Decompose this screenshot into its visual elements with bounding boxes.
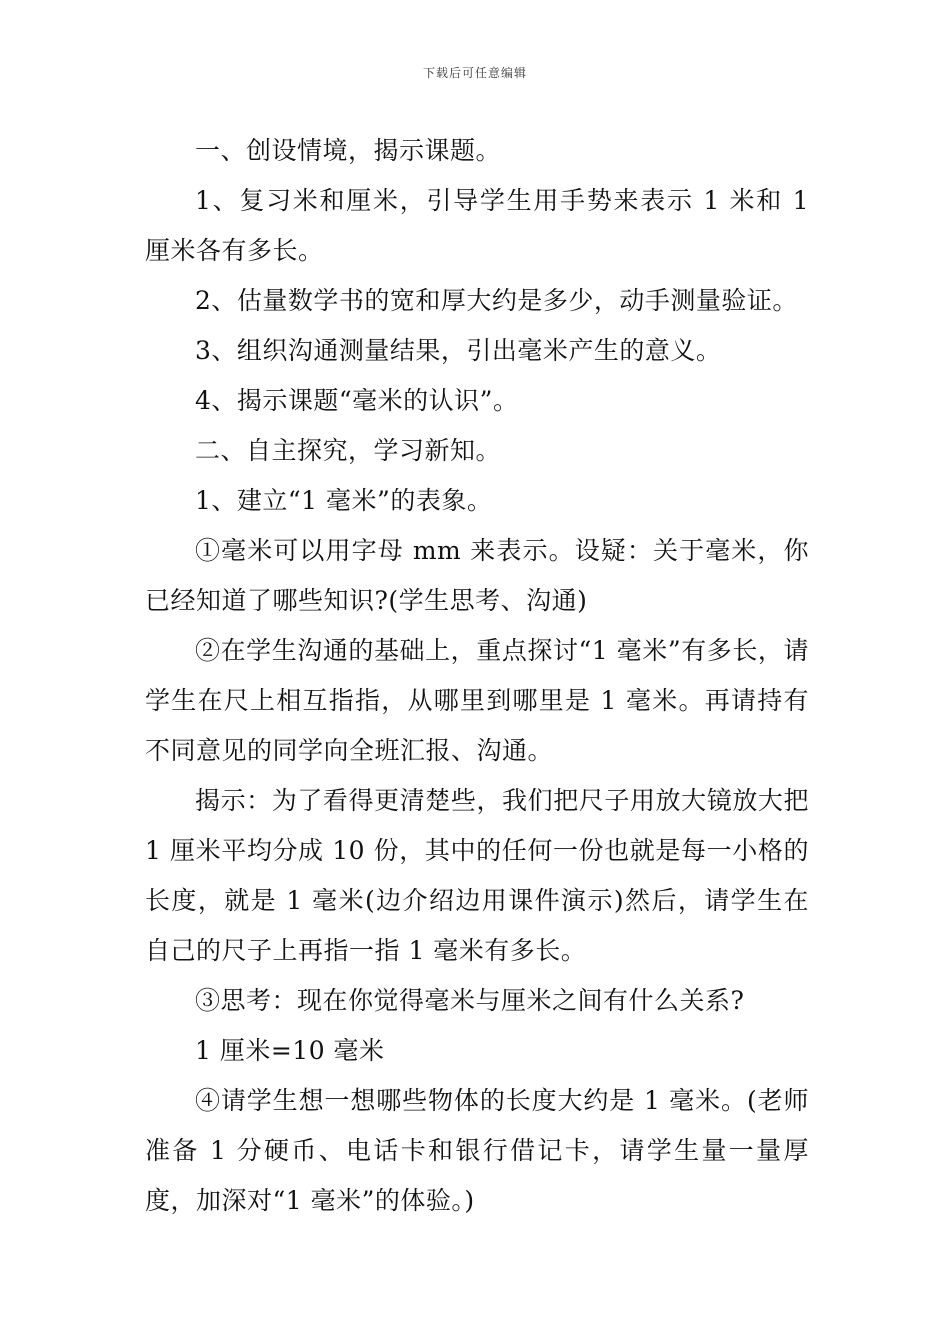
paragraph: 1、建立“1 毫米”的表象。 bbox=[195, 486, 493, 515]
document-body bbox=[145, 126, 809, 1226]
paragraph: 2、估量数学书的宽和厚大约是多少，动手测量验证。 bbox=[195, 286, 798, 315]
paragraph: ②在学生沟通的基础上，重点探讨“1 毫米”有多长，请学生在尺上相互指指，从哪里到哪里是 1 毫米。再请持有不同意见的同学向全班汇报、沟通。 bbox=[145, 636, 809, 765]
equation-line: 1 厘米=10 毫米 bbox=[195, 1036, 385, 1065]
section-heading-2: 二、自主探究，学习新知。 bbox=[195, 436, 502, 465]
paragraph: 4、揭示课题“毫米的认识”。 bbox=[195, 386, 519, 415]
section-heading-1: 一、创设情境，揭示课题。 bbox=[195, 136, 502, 165]
paragraph: ④请学生想一想哪些物体的长度大约是 1 毫米。(老师准备 1 分硬币、电话卡和银行借记卡，请学生量一量厚度，加深对“1 毫米”的体验。) bbox=[145, 1086, 809, 1215]
page-header-note: 下载后可任意编辑 bbox=[422, 66, 527, 80]
paragraph: ①毫米可以用字母 mm 来表示。设疑：关于毫米，你已经知道了哪些知识?(学生思考、沟通) bbox=[145, 536, 809, 615]
paragraph: 1、复习米和厘米，引导学生用手势来表示 1 米和 1 厘米各有多长。 bbox=[145, 186, 809, 265]
paragraph: 揭示：为了看得更清楚些，我们把尺子用放大镜放大把 1 厘米平均分成 10 份，其中的任何一份也就是每一小格的长度，就是 1 毫米(边介绍边用课件演示)然后，请学生在自己的尺子上再指一指 1 毫米有多长。 bbox=[145, 786, 809, 965]
paragraph: 3、组织沟通测量结果，引出毫米产生的意义。 bbox=[195, 336, 722, 365]
paragraph: ③思考：现在你觉得毫米与厘米之间有什么关系? bbox=[195, 986, 745, 1015]
